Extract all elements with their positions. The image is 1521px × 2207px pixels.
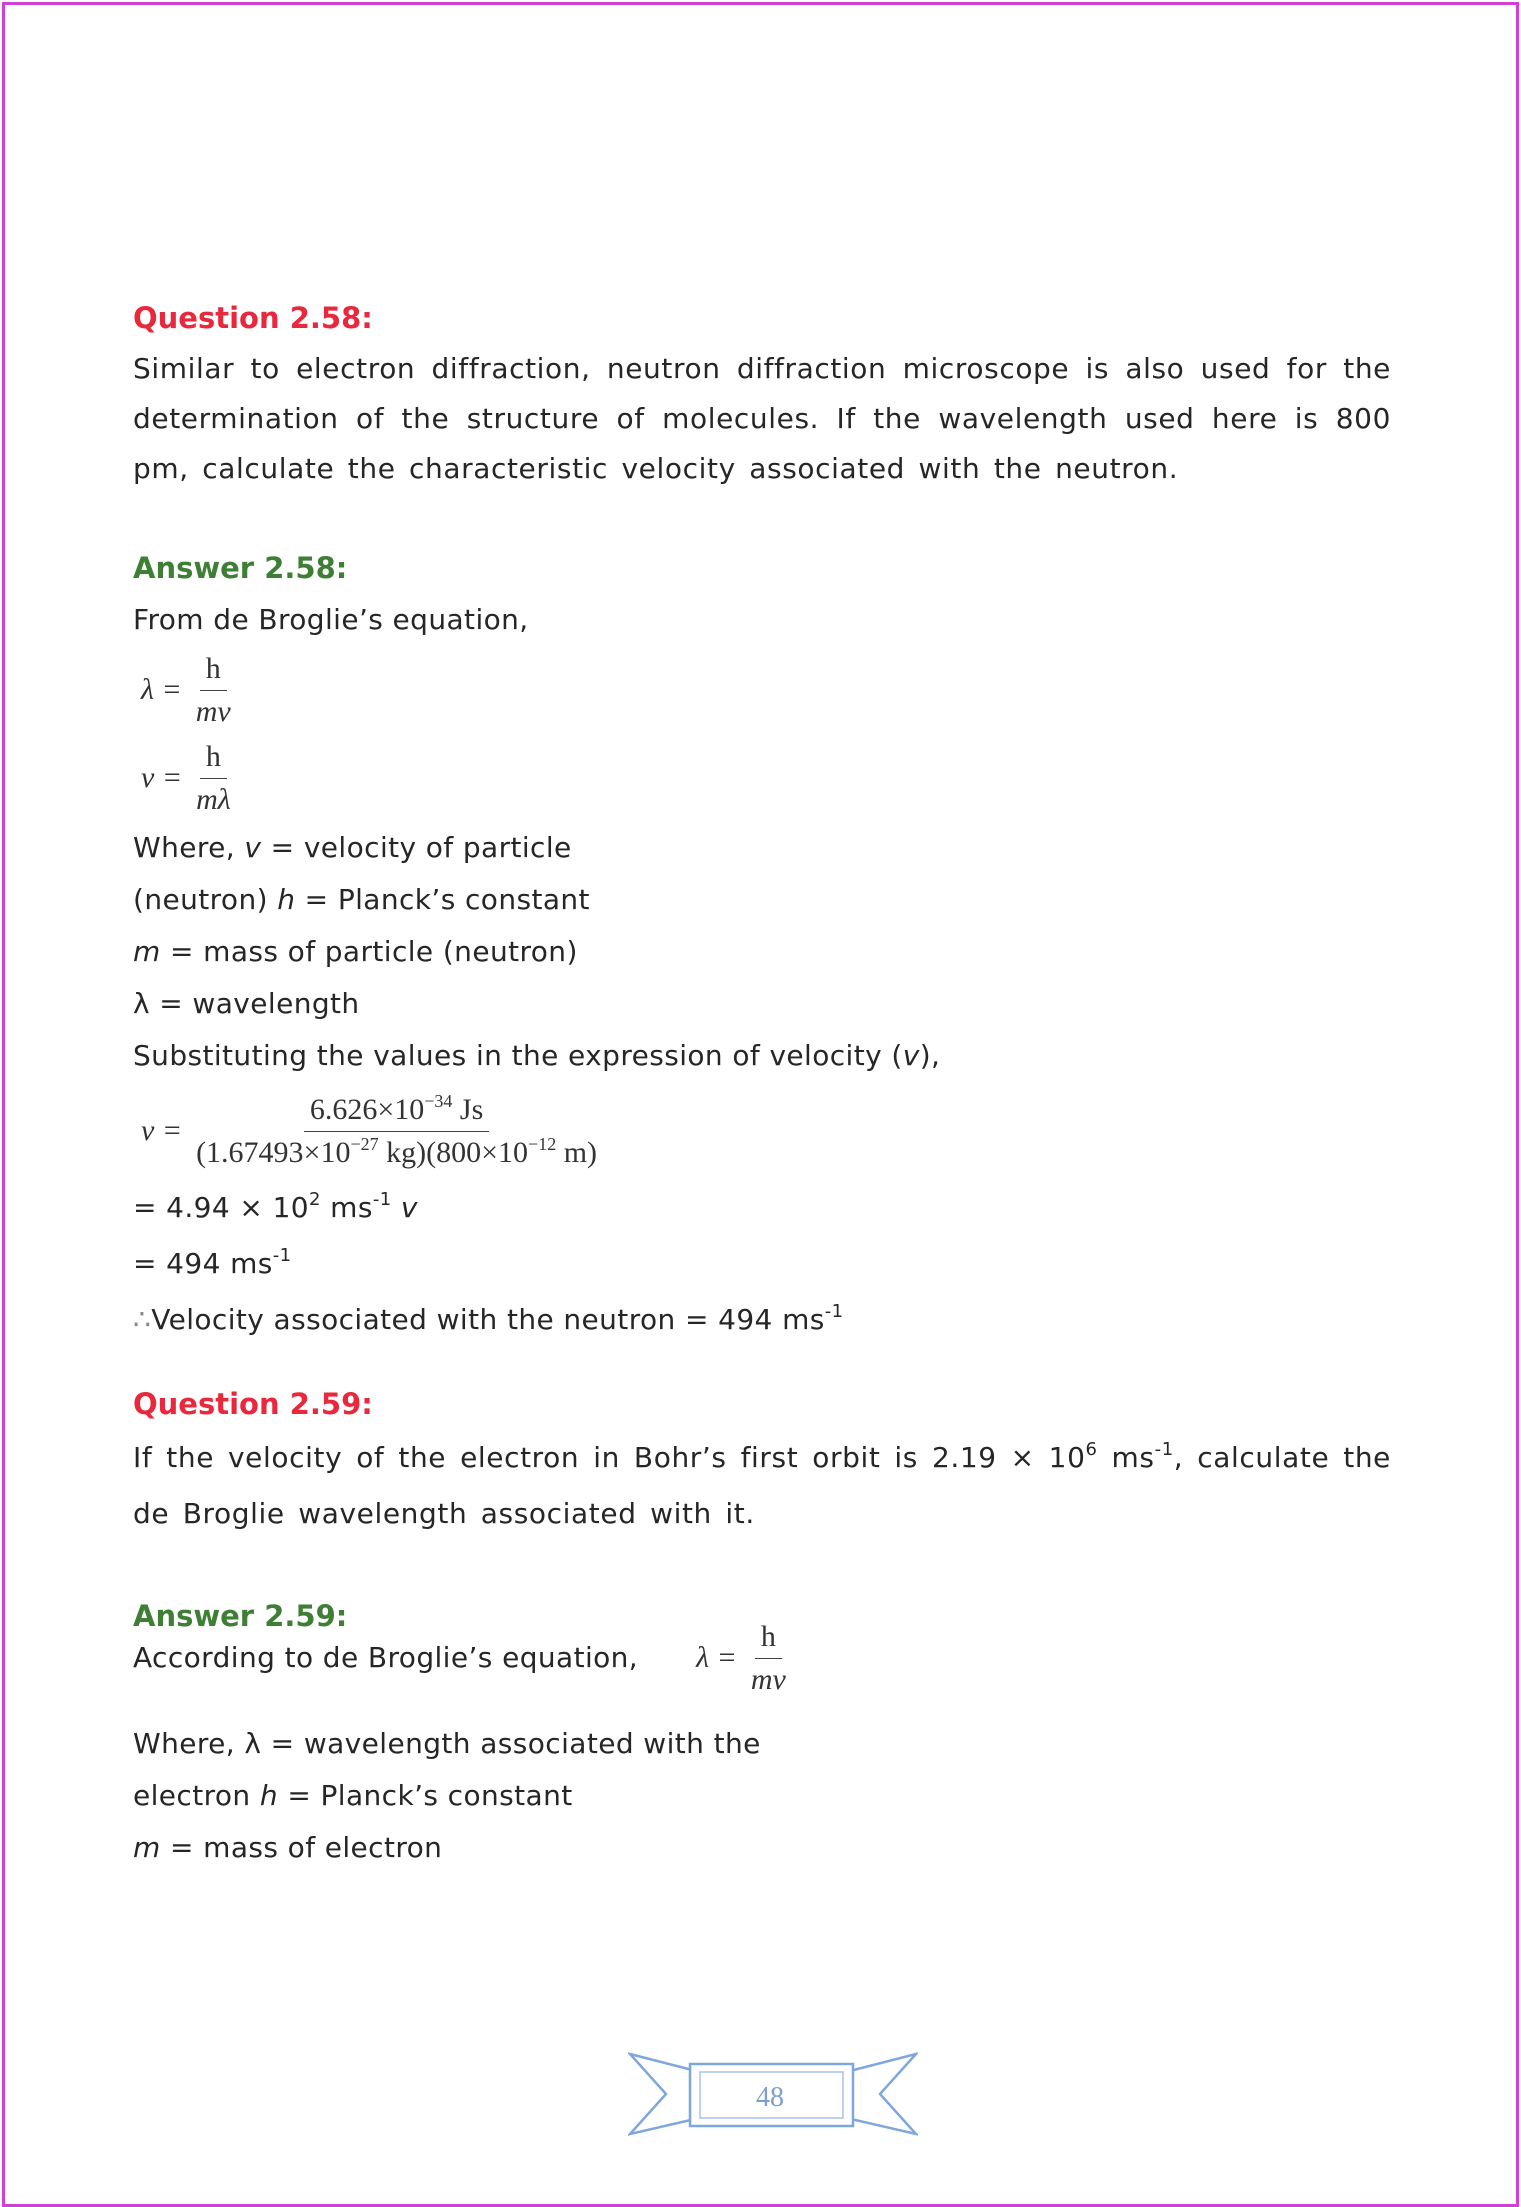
where-prefix: Where, — [133, 831, 245, 864]
fraction — [745, 1620, 792, 1697]
where-velocity-line — [133, 822, 1391, 874]
q259-text-part-1: If the velocity of the electron in Bohr’s first orbit is 2.19 × 10 — [133, 1441, 1086, 1474]
result-1-exponent: 2 — [309, 1189, 321, 1210]
numerator-exponent: −34 — [424, 1090, 453, 1111]
equation-lhs: v = — [141, 761, 183, 794]
wavelength-line: λ = wavelength — [133, 987, 360, 1020]
equation-lambda-h-over-mv — [141, 646, 1391, 734]
denominator-part-3: m) — [556, 1135, 598, 1169]
denominator-exponent-1: −27 — [350, 1133, 379, 1154]
fraction-denominator: mv — [750, 1662, 786, 1696]
mass-text: = mass of electron — [160, 1831, 443, 1864]
electron-planck-line — [133, 1770, 1391, 1822]
fraction-numerator — [304, 1090, 489, 1132]
conclusion-exponent: -1 — [824, 1301, 844, 1322]
fraction-numerator: h — [200, 652, 227, 691]
denominator-exponent-2: −12 — [528, 1133, 557, 1154]
question-2-59-heading: Question 2.59: — [133, 1387, 373, 1421]
fraction — [190, 652, 237, 729]
equation-lhs: v = — [141, 1114, 183, 1147]
conclusion-line — [133, 1292, 1391, 1348]
fraction — [190, 1090, 603, 1170]
subst-prefix: Substituting the values in the expression of velocity ( — [133, 1039, 903, 1072]
var-h: h — [277, 883, 296, 916]
answer-2-59-intro: According to de Broglie’s equation, — [133, 1641, 639, 1674]
var-m: m — [133, 935, 161, 968]
fraction-numerator: h — [200, 740, 227, 779]
q259-exponent-2: -1 — [1154, 1439, 1174, 1460]
var-v: v — [244, 831, 262, 864]
var-v: v — [902, 1039, 920, 1072]
q259-text-part-3: , calculate the de Broglie wavelength associated with it. — [133, 1441, 1391, 1530]
neutron-prefix: (neutron) — [133, 883, 278, 916]
q259-exponent-1: 6 — [1085, 1439, 1098, 1460]
fraction-denominator: mλ — [196, 782, 231, 816]
answer-2-59-intro-row — [133, 1619, 1391, 1696]
planck-text: = Planck’s constant — [295, 883, 590, 916]
equation-lambda-h-over-mv — [696, 1613, 792, 1703]
result-1-unit: ms — [320, 1191, 373, 1224]
velocity-calculation-equation — [141, 1082, 1391, 1180]
electron-prefix: electron — [133, 1779, 260, 1812]
equation-v-h-over-mlambda — [141, 734, 1391, 822]
page-number: 48 — [756, 2082, 784, 2113]
numerator-unit: Js — [452, 1092, 484, 1126]
question-2-59-text — [133, 1430, 1391, 1542]
fraction-numerator: h — [755, 1620, 782, 1659]
denominator-part-2: kg)(800×10 — [378, 1135, 529, 1169]
answer-2-59-heading: Answer 2.59: — [133, 1599, 348, 1633]
where-v-text: = velocity of particle — [261, 831, 572, 864]
answer-2-58-intro: From de Broglie’s equation, — [133, 603, 529, 636]
result-line-1 — [133, 1180, 1391, 1236]
mass-text: = mass of particle (neutron) — [160, 935, 578, 968]
substituting-line — [133, 1030, 1391, 1082]
result-2-base: = 494 ms — [133, 1247, 273, 1280]
conclusion-text: Velocity associated with the neutron = 494 ms — [151, 1303, 825, 1336]
q259-text-part-2: ms — [1097, 1441, 1155, 1474]
denominator-part-1: (1.67493×10 — [196, 1135, 351, 1169]
where-wavelength-line: Where, λ = wavelength associated with the — [133, 1727, 761, 1760]
answer-2-58-heading: Answer 2.58: — [133, 551, 348, 585]
var-v: v — [391, 1191, 418, 1224]
mass-line — [133, 926, 1391, 978]
result-line-2 — [133, 1236, 1391, 1292]
mass-of-electron-line — [133, 1822, 1391, 1874]
equation-lhs: λ = — [696, 1641, 737, 1674]
therefore-symbol: ∴ — [133, 1303, 152, 1336]
var-h: h — [259, 1779, 279, 1812]
planck-text: = Planck’s constant — [278, 1779, 573, 1812]
neutron-planck-line — [133, 874, 1391, 926]
page-content — [133, 292, 1391, 1874]
question-2-58-text: Similar to electron diffraction, neutron diffraction microscope is also used for the determination of the structure of molecules. If the wavelength used here is 800 pm, calculate the characteristic velocity associated with the neutron. — [133, 352, 1391, 485]
subst-suffix: ), — [919, 1039, 941, 1072]
question-2-58-heading: Question 2.58: — [133, 301, 373, 335]
fraction-denominator — [190, 1132, 603, 1170]
fraction — [190, 740, 237, 817]
equation-lhs: λ = — [141, 673, 182, 706]
result-1-base: = 4.94 × 10 — [133, 1191, 309, 1224]
fraction-denominator: mv — [195, 694, 231, 728]
numerator-base: 6.626×10 — [309, 1092, 425, 1126]
result-1-unit-exponent: -1 — [372, 1189, 392, 1210]
var-m: m — [133, 1831, 161, 1864]
result-2-exponent: -1 — [272, 1245, 292, 1266]
